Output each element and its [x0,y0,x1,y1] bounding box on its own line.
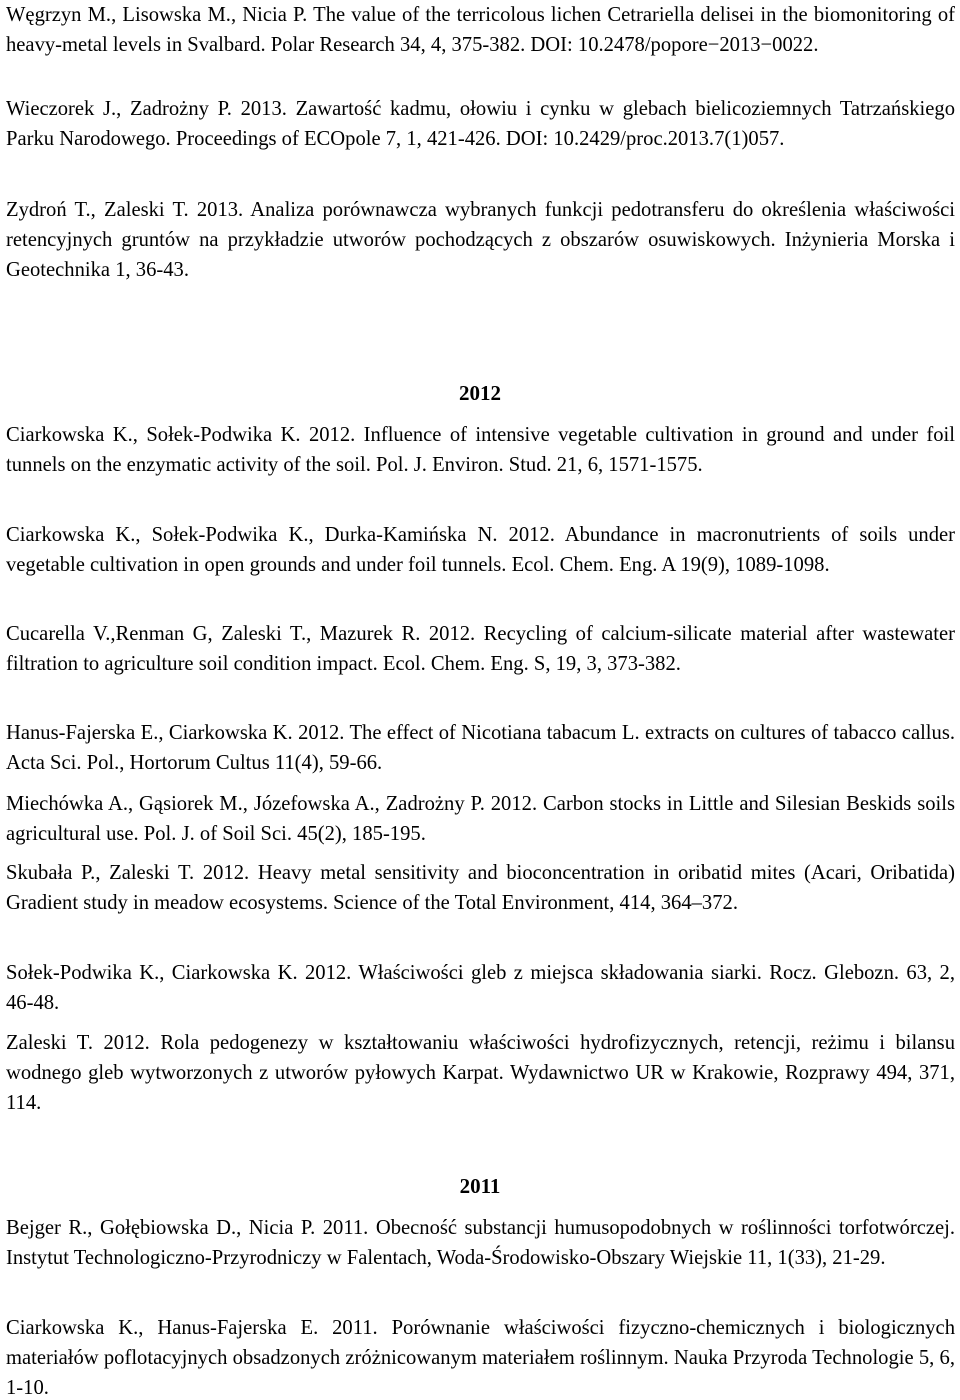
section-year-heading: 2012 [459,381,501,405]
section-year-heading: 2011 [459,1174,501,1198]
reference-entry: Zydroń T., Zaleski T. 2013. Analiza porównawcza wybranych funkcji pedotransferu do określenia właściwości retencyjnych gruntów na przykładzie utworów pochodzących z obszarów osuwiskowych. Inżynieria Morska i Geotechnika 1, 36-43. [6,199,955,281]
reference-entry: Węgrzyn M., Lisowska M., Nicia P. The value of the terricolous lichen Cetrariella delisei in the biomonitoring of heavy-metal levels in Svalbard. Polar Research 34, 4, 375-382. DOI: 10.2478/popore−2013−0022. [6,4,955,56]
reference-entry: Ciarkowska K., Sołek-Podwika K., Durka-Kamińska N. 2012. Abundance in macronutrients of soils under vegetable cultivation in open grounds and under foil tunnels. Ecol. Chem. Eng. A 19(9), 1089-1098. [6,524,955,576]
reference-entry: Ciarkowska K., Sołek-Podwika K. 2012. Influence of intensive vegetable cultivation in ground and under foil tunnels on the enzymatic activity of the soil. Pol. J. Environ. Stud. 21, 6, 1571-1575. [6,424,955,476]
reference-entry: Miechówka A., Gąsiorek M., Józefowska A., Zadrożny P. 2012. Carbon stocks in Little and Silesian Beskids soils agricultural use. Pol. J. of Soil Sci. 45(2), 185-195. [6,793,955,845]
reference-entry: Wieczorek J., Zadrożny P. 2013. Zawartość kadmu, ołowiu i cynku w glebach bielicoziemnych Tatrzańskiego Parku Narodowego. Proceedings of ECOpole 7, 1, 421-426. DOI: 10.2429/proc.2013.7(1)057. [6,98,955,150]
reference-entry: Skubała P., Zaleski T. 2012. Heavy metal sensitivity and bioconcentration in oribatid mites (Acari, Oribatida) Gradient study in meadow ecosystems. Science of the Total Environment, 414, 364–372. [6,862,955,914]
reference-entry: Cucarella V.,Renman G, Zaleski T., Mazurek R. 2012. Recycling of calcium-silicate material after wastewater filtration to agriculture soil condition impact. Ecol. Chem. Eng. S, 19, 3, 373-382. [6,623,955,675]
reference-entry: Bejger R., Gołębiowska D., Nicia P. 2011. Obecność substancji humusopodobnych w roślinności torfotwórczej. Instytut Technologiczno-Przyrodniczy w Falentach, Woda-Środowisko-Obszary Wiejskie 11, 1(33), 21-29. [6,1217,955,1269]
reference-entry: Zaleski T. 2012. Rola pedogenezy w kształtowaniu właściwości hydrofizycznych, retencji, reżimu i bilansu wodnego gleb wytworzonych z utworów pyłowych Karpat. Wydawnictwo UR w Krakowie, Rozprawy 494, 371, 114. [6,1032,955,1114]
reference-entry: Sołek-Podwika K., Ciarkowska K. 2012. Właściwości gleb z miejsca składowania siarki. Rocz. Glebozn. 63, 2, 46-48. [6,962,955,1014]
reference-entry: Ciarkowska K., Hanus-Fajerska E. 2011. Porównanie właściwości fizyczno-chemicznych i biologicznych materiałów poflotacyjnych obsadzonych zróżnicowanym materiałem roślinnym. Nauka Przyroda Technologie 5, 6, 1-10. [6,1317,955,1399]
reference-entry: Hanus-Fajerska E., Ciarkowska K. 2012. The effect of Nicotiana tabacum L. extracts on cultures of tabacco callus. Acta Sci. Pol., Hortorum Cultus 11(4), 59-66. [6,722,955,774]
